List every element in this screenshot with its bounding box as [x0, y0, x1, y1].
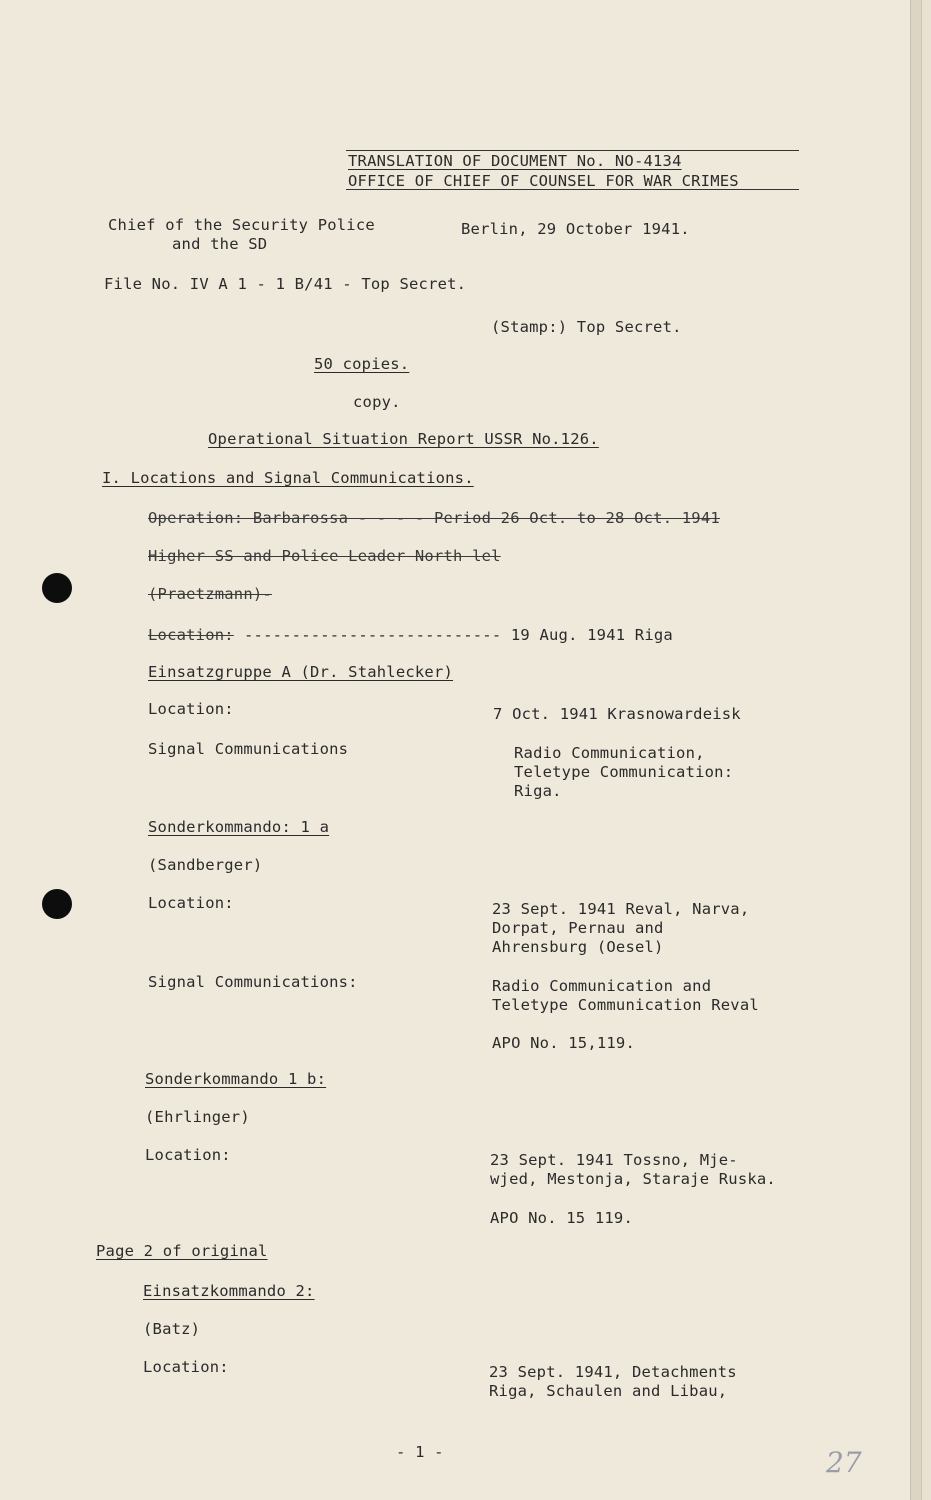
eg-a-signal-value-2: Teletype Communication: — [514, 763, 734, 781]
file-number: File No. IV A 1 - 1 B/41 - Top Secret. — [104, 275, 467, 293]
ek-2-leader: (Batz) — [143, 1320, 201, 1338]
sk-1a-title: Sonderkommando: 1 a — [148, 818, 330, 836]
ek-2-location-label: Location: — [143, 1358, 229, 1376]
sk-1b-location-label: Location: — [145, 1146, 231, 1164]
header-line-2: OFFICE OF CHIEF OF COUNSEL FOR WAR CRIMES — [348, 172, 739, 190]
sender-line-2: and the SD — [172, 235, 268, 253]
sk-1b-apo: APO No. 15 119. — [490, 1209, 633, 1227]
eg-a-signal-value-1: Radio Communication, — [514, 744, 705, 762]
sk-1a-location-value-3: Ahrensburg (Oesel) — [492, 938, 664, 956]
sk-1a-leader: (Sandberger) — [148, 856, 263, 874]
section-1-title: I. Locations and Signal Communications. — [102, 469, 474, 487]
sk-1a-apo: APO No. 15,119. — [492, 1034, 635, 1052]
copy-label: copy. — [353, 393, 401, 411]
sender-line-1: Chief of the Security Police — [108, 216, 375, 234]
place-date: Berlin, 29 October 1941. — [461, 220, 690, 238]
header-bottom-rule — [346, 189, 799, 190]
struck-line-2: Higher SS and Police Leader North lel — [148, 547, 501, 565]
ek-2-location-value-2: Riga, Schaulen and Libau, — [489, 1382, 728, 1400]
sk-1b-leader: (Ehrlinger) — [145, 1108, 250, 1126]
ek-2-location-value-1: 23 Sept. 1941, Detachments — [489, 1363, 737, 1381]
sk-1b-location-value-2: wjed, Mestonja, Staraje Ruska. — [490, 1170, 776, 1188]
sk-1a-location-label: Location: — [148, 894, 234, 912]
stamp: (Stamp:) Top Secret. — [491, 318, 682, 336]
sk-1a-signal-label: Signal Communications: — [148, 973, 358, 991]
struck-location-label: Location: — [148, 626, 234, 644]
eg-a-signal-label: Signal Communications — [148, 740, 349, 758]
header-top-rule — [346, 150, 799, 151]
eg-a-signal-value-3: Riga. — [514, 782, 562, 800]
struck-line-3: (Praetzmann)- — [148, 585, 272, 603]
sk-1a-location-value-2: Dorpat, Pernau and — [492, 919, 664, 937]
page-marker: Page 2 of original — [96, 1242, 268, 1260]
copies-count: 50 copies. — [314, 355, 410, 373]
paper-edge — [910, 0, 921, 1500]
report-title: Operational Situation Report USSR No.126. — [208, 430, 599, 448]
eg-a-location-label: Location: — [148, 700, 234, 718]
sk-1a-signal-value-2: Teletype Communication Reval — [492, 996, 759, 1014]
sk-1a-location-value-1: 23 Sept. 1941 Reval, Narva, — [492, 900, 750, 918]
struck-line-1: Operation: Barbarossa - - - - Period 26 Oct. to 28 Oct. 1941 — [148, 509, 720, 527]
pencil-folio-mark: 27 — [826, 1446, 862, 1479]
eg-a-location-value: 7 Oct. 1941 Krasnowardeisk — [493, 705, 741, 723]
header-line-1: TRANSLATION OF DOCUMENT No. NO-4134 — [348, 152, 682, 170]
einsatzgruppe-a-title: Einsatzgruppe A (Dr. Stahlecker) — [148, 663, 454, 681]
page-number: - 1 - — [396, 1443, 444, 1461]
punch-hole-bottom — [42, 889, 72, 919]
struck-location-value: --------------------------- 19 Aug. 1941 Riga — [244, 626, 673, 644]
sk-1a-signal-value-1: Radio Communication and — [492, 977, 712, 995]
ek-2-title: Einsatzkommando 2: — [143, 1282, 315, 1300]
sk-1b-title: Sonderkommando 1 b: — [145, 1070, 327, 1088]
punch-hole-top — [42, 573, 72, 603]
sk-1b-location-value-1: 23 Sept. 1941 Tossno, Mje- — [490, 1151, 738, 1169]
